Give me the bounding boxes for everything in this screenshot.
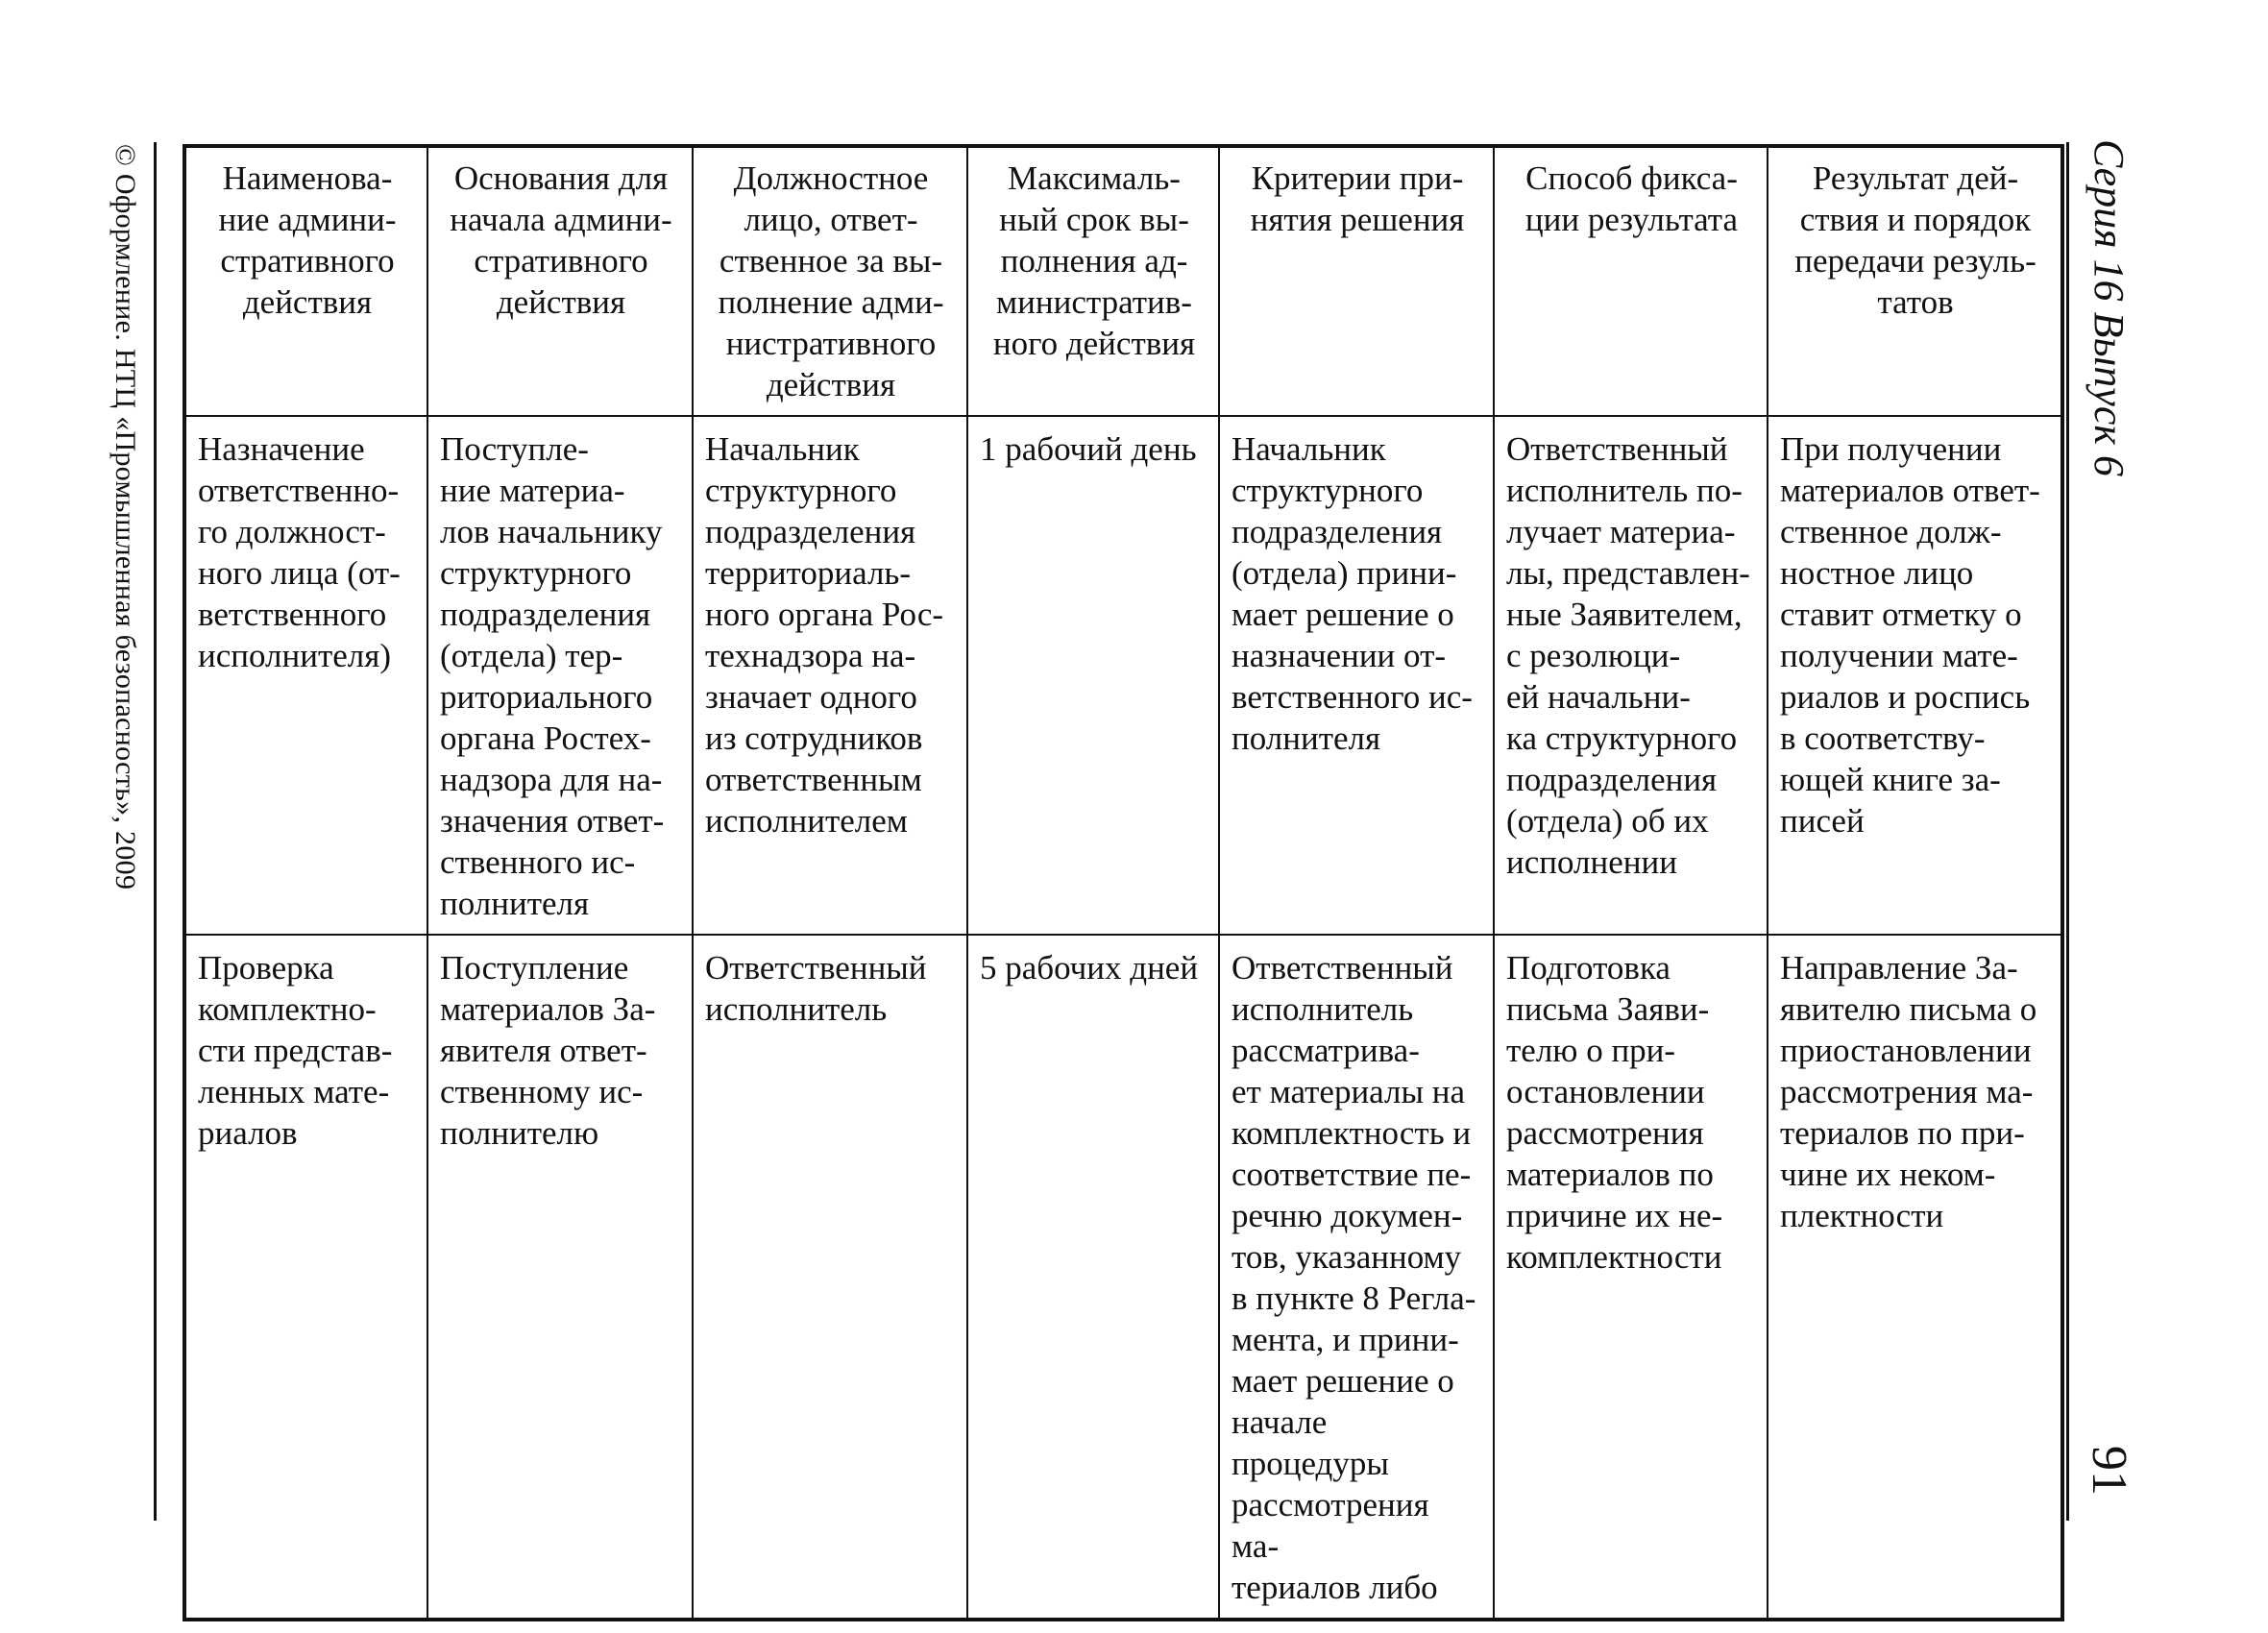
table-cell: Начальник структурного подразделения (отдела) прини- мает решение о назначении от- ветственного ис- полнителя [1219, 416, 1494, 935]
header-decision-criteria: Критерии при- нятия решения [1219, 146, 1494, 416]
header-result-transfer: Результат дей- ствия и порядок передачи резуль- татов [1768, 146, 2062, 416]
table-cell: 5 рабочих дней [967, 935, 1219, 1620]
table-cell: Начальник структурного подразделения территориаль- ного органа Рос- технадзора на- значает одного из сотрудников ответственным исполнителем [693, 416, 967, 935]
table-cell: Поступле- ние материа- лов начальнику структурного подразделения (отдела) тер- риториального органа Ростех- надзора для на- значения ответ- ственного ис- полнителя [427, 416, 693, 935]
table-cell: При получении материалов ответ- ственное долж- ностное лицо ставит отметку о получении мате- риалов и роспись в соответству- ющей книге за- писей [1768, 416, 2062, 935]
table-cell: Поступление материалов За- явителя ответ- ственному ис- полнителю [427, 935, 693, 1620]
header-action-name: Наименова- ние админи- стративного действия [184, 146, 427, 416]
table-cell: Подготовка письма Заяви- телю о при- остановлении рассмотрения материалов по причине их не- комплектности [1494, 935, 1768, 1620]
table-cell: Направление За- явителю письма о приостановлении рассмотрения ма- териалов по при- чине их неком- плектности [1768, 935, 2062, 1620]
table-cell: Ответственный исполнитель рассматрива- ет материалы на комплектность и соответствие пе- речню докумен- тов, указанному в пункте 8 Регла- мента, и прини- мает решение о начале процедуры рассмотрения ма- териалов либо [1219, 935, 1494, 1620]
header-responsible-official: Должностное лицо, ответ- ственное за вы- полнение адми- нистративного действия [693, 146, 967, 416]
left-margin-rule [154, 142, 157, 1521]
copyright-notice: © Оформление. НТЦ «Промышленная безопасность», 2009 [110, 144, 141, 890]
right-margin-rule [2066, 142, 2069, 1521]
header-max-term: Максималь- ный срок вы- полнения ад- министратив- ного действия [967, 146, 1219, 416]
header-result-recording: Способ фикса- ции результата [1494, 146, 1768, 416]
series-title: Серия 16 Выпуск 6 [2085, 139, 2133, 476]
header-grounds: Основания для начала админи- стративного действия [427, 146, 693, 416]
table-header-row [184, 146, 2062, 416]
table-cell: Назначение ответственно- го должност- ного лица (от- ветственного исполнителя) [184, 416, 427, 935]
table-row [184, 935, 2062, 1620]
administrative-actions-table [183, 144, 2064, 1621]
table-row [184, 416, 2062, 935]
page-number: 91 [2082, 1446, 2136, 1496]
table-cell: Ответственный исполнитель [693, 935, 967, 1620]
table-cell: Проверка комплектно- сти представ- ленных мате- риалов [184, 935, 427, 1620]
table-cell: Ответственный исполнитель по- лучает материа- лы, представлен- ные Заявителем, с резолюци- ей начальни- ка структурного подразделения (отдела) об их исполнении [1494, 416, 1768, 935]
table-cell: 1 рабочий день [967, 416, 1219, 935]
